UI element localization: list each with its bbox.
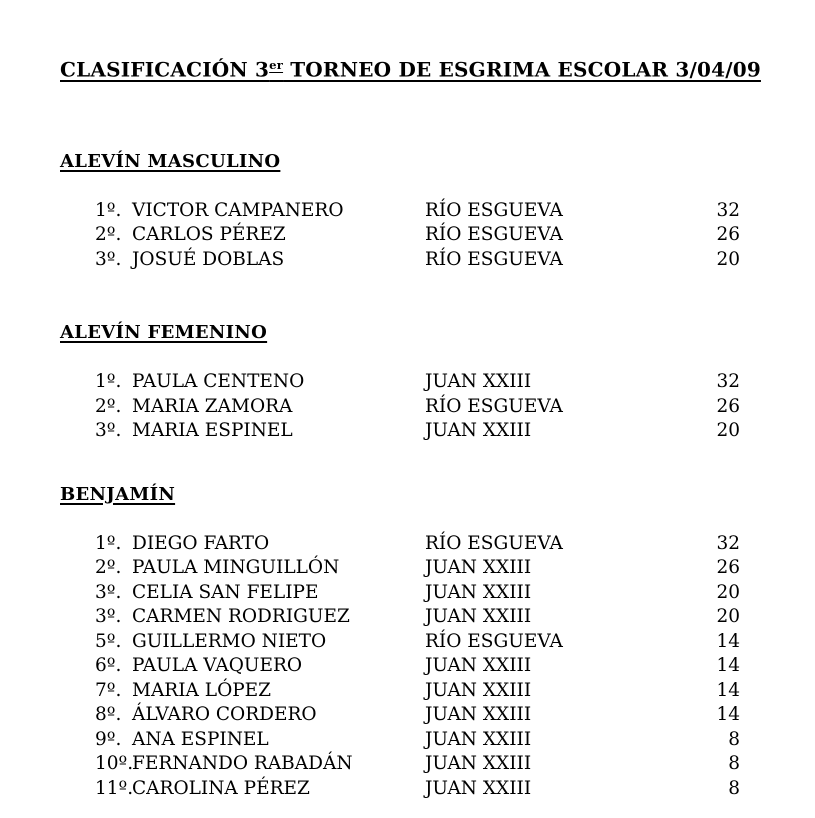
score-cell: 26 bbox=[716, 395, 740, 417]
score-cell: 26 bbox=[716, 224, 740, 246]
club-cell: JUAN XXIII bbox=[425, 606, 532, 628]
name-cell: CELIA SAN FELIPE bbox=[132, 581, 319, 603]
rank-cell: 1º. bbox=[95, 199, 122, 221]
name-cell: CARMEN RODRIGUEZ bbox=[132, 606, 350, 628]
name-cell: CARLOS PÉREZ bbox=[132, 224, 286, 246]
club-cell: JUAN XXIII bbox=[425, 371, 532, 393]
club-cell: JUAN XXIII bbox=[425, 581, 532, 603]
rank-cell: 10º. bbox=[95, 753, 134, 775]
section-heading: ALEVÍN MASCULINO bbox=[60, 150, 281, 172]
name-cell: DIEGO FARTO bbox=[132, 532, 270, 554]
score-cell: 8 bbox=[728, 753, 740, 775]
table-row bbox=[95, 679, 770, 704]
table-row bbox=[95, 395, 770, 420]
section-heading: ALEVÍN FEMENINO bbox=[60, 322, 268, 344]
table-row bbox=[95, 199, 770, 224]
table-row bbox=[95, 703, 770, 728]
table-row bbox=[95, 654, 770, 679]
name-cell: ANA ESPINEL bbox=[132, 728, 269, 750]
rank-cell: 5º. bbox=[95, 630, 122, 652]
rank-cell: 3º. bbox=[95, 581, 122, 603]
table-row bbox=[95, 630, 770, 655]
rank-cell: 6º. bbox=[95, 655, 122, 677]
section-alevin-masculino bbox=[60, 151, 770, 273]
page-title bbox=[60, 52, 770, 83]
club-cell: RÍO ESGUEVA bbox=[425, 532, 563, 554]
score-cell: 32 bbox=[716, 532, 740, 554]
score-cell: 20 bbox=[716, 248, 740, 270]
name-cell: GUILLERMO NIETO bbox=[132, 630, 327, 652]
name-cell: ÁLVARO CORDERO bbox=[132, 704, 317, 726]
table-row bbox=[95, 752, 770, 777]
score-cell: 32 bbox=[716, 371, 740, 393]
name-cell: PAULA CENTENO bbox=[132, 371, 305, 393]
score-cell: 26 bbox=[716, 557, 740, 579]
score-cell: 8 bbox=[728, 728, 740, 750]
club-cell: RÍO ESGUEVA bbox=[425, 630, 563, 652]
table-row bbox=[95, 419, 770, 444]
rank-cell: 11º. bbox=[95, 777, 134, 799]
rank-cell: 1º. bbox=[95, 532, 122, 554]
rank-cell: 2º. bbox=[95, 395, 122, 417]
rank-cell: 3º. bbox=[95, 606, 122, 628]
table-row bbox=[95, 581, 770, 606]
name-cell: MARIA ZAMORA bbox=[132, 395, 293, 417]
score-cell: 32 bbox=[716, 199, 740, 221]
score-cell: 14 bbox=[716, 630, 740, 652]
score-cell: 20 bbox=[716, 420, 740, 442]
table-row bbox=[95, 248, 770, 273]
table-row bbox=[95, 728, 770, 753]
table-row bbox=[95, 556, 770, 581]
club-cell: JUAN XXIII bbox=[425, 679, 532, 701]
rank-cell: 9º. bbox=[95, 728, 122, 750]
club-cell: JUAN XXIII bbox=[425, 655, 532, 677]
club-cell: JUAN XXIII bbox=[425, 777, 532, 799]
name-cell: MARIA LÓPEZ bbox=[132, 679, 272, 701]
rank-cell: 3º. bbox=[95, 420, 122, 442]
results-list bbox=[60, 532, 770, 802]
name-cell: MARIA ESPINEL bbox=[132, 420, 293, 442]
rank-cell: 2º. bbox=[95, 557, 122, 579]
rank-cell: 1º. bbox=[95, 371, 122, 393]
table-row bbox=[95, 223, 770, 248]
club-cell: JUAN XXIII bbox=[425, 420, 532, 442]
score-cell: 14 bbox=[716, 679, 740, 701]
score-cell: 8 bbox=[728, 777, 740, 799]
club-cell: JUAN XXIII bbox=[425, 753, 532, 775]
score-cell: 20 bbox=[716, 581, 740, 603]
score-cell: 14 bbox=[716, 704, 740, 726]
score-cell: 20 bbox=[716, 606, 740, 628]
section-benjamin bbox=[60, 484, 770, 802]
table-row bbox=[95, 370, 770, 395]
section-alevin-femenino bbox=[60, 322, 770, 444]
title-suffix: TORNEO DE ESGRIMA ESCOLAR 3/04/09 bbox=[283, 57, 761, 82]
results-list bbox=[60, 370, 770, 444]
name-cell: JOSUÉ DOBLAS bbox=[132, 248, 285, 270]
score-cell: 14 bbox=[716, 655, 740, 677]
results-list bbox=[60, 199, 770, 273]
club-cell: RÍO ESGUEVA bbox=[425, 224, 563, 246]
rank-cell: 2º. bbox=[95, 224, 122, 246]
club-cell: JUAN XXIII bbox=[425, 728, 532, 750]
name-cell: CAROLINA PÉREZ bbox=[132, 777, 310, 799]
rank-cell: 8º. bbox=[95, 704, 122, 726]
table-row bbox=[95, 777, 770, 802]
name-cell: VICTOR CAMPANERO bbox=[132, 199, 344, 221]
name-cell: PAULA VAQUERO bbox=[132, 655, 303, 677]
club-cell: RÍO ESGUEVA bbox=[425, 248, 563, 270]
title-prefix: CLASIFICACIÓN 3 bbox=[60, 57, 270, 82]
club-cell: JUAN XXIII bbox=[425, 704, 532, 726]
name-cell: FERNANDO RABADÁN bbox=[132, 753, 353, 775]
rank-cell: 3º. bbox=[95, 248, 122, 270]
club-cell: JUAN XXIII bbox=[425, 557, 532, 579]
club-cell: RÍO ESGUEVA bbox=[425, 199, 563, 221]
title-superscript: er bbox=[269, 58, 284, 72]
table-row bbox=[95, 605, 770, 630]
name-cell: PAULA MINGUILLÓN bbox=[132, 557, 340, 579]
club-cell: RÍO ESGUEVA bbox=[425, 395, 563, 417]
section-heading: BENJAMÍN bbox=[60, 483, 176, 505]
rank-cell: 7º. bbox=[95, 679, 122, 701]
table-row bbox=[95, 532, 770, 557]
